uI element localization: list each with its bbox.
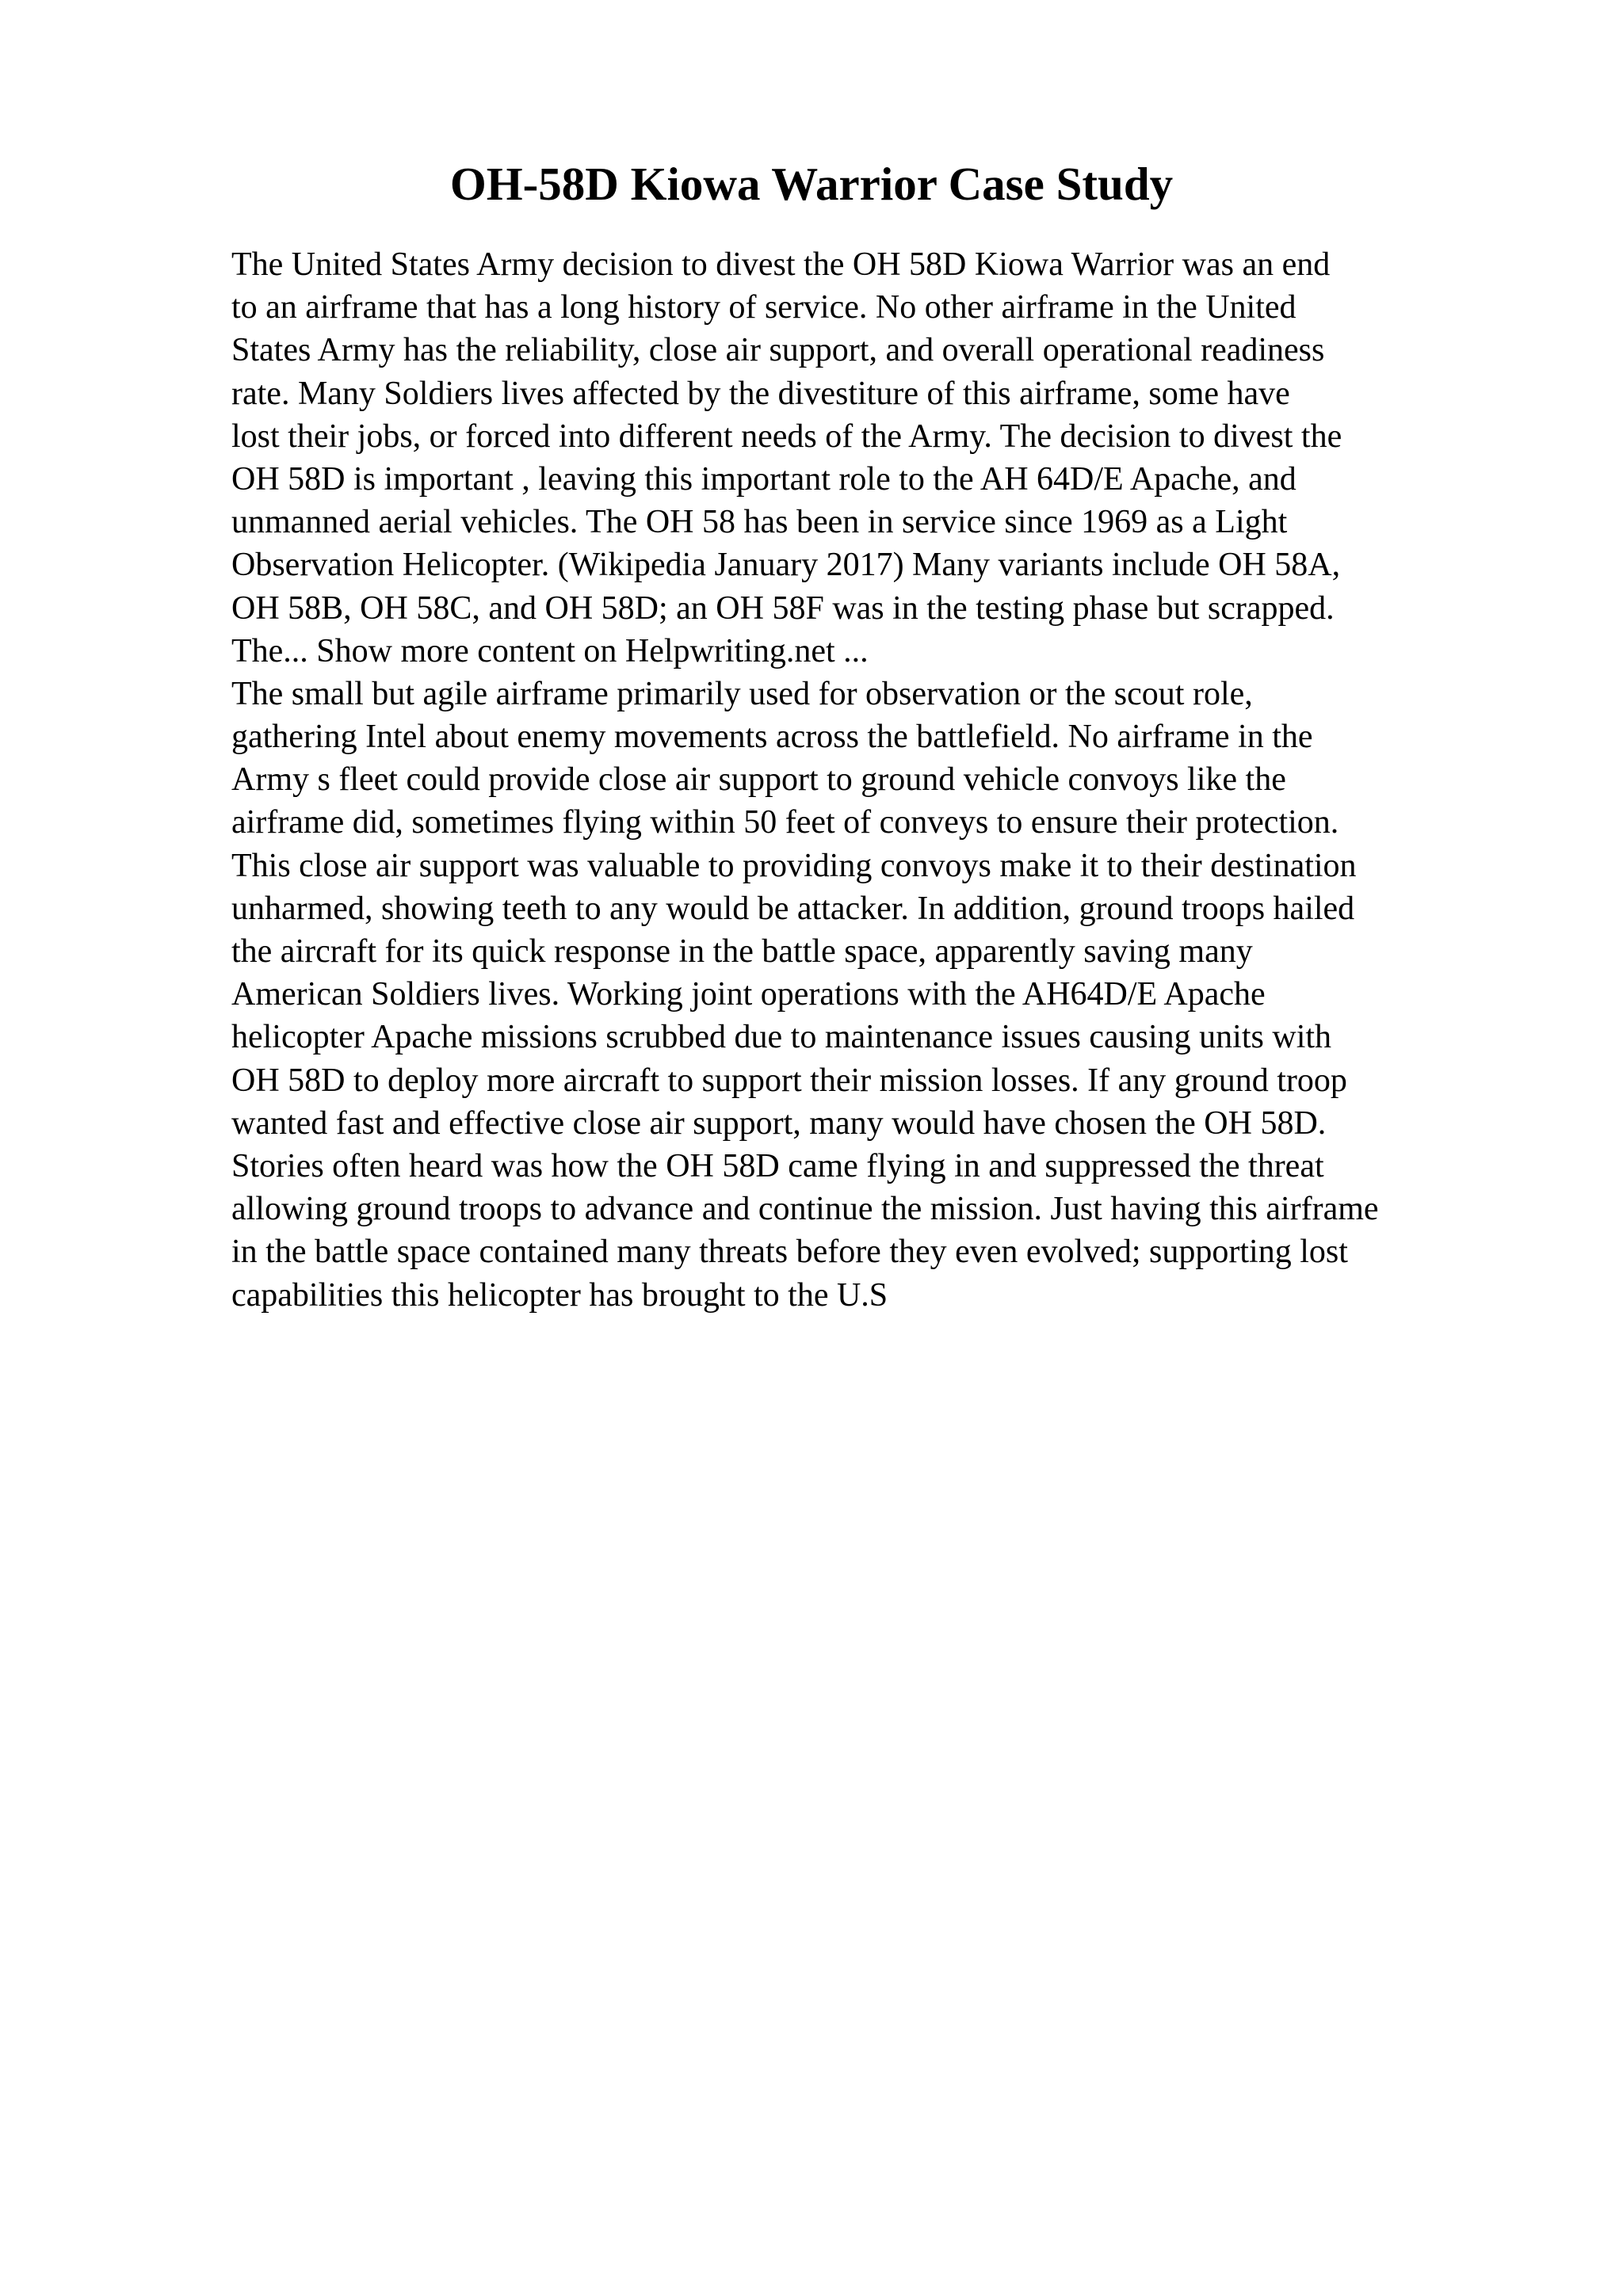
body-line: unharmed, showing teeth to any would be attacker. In addition, ground troops hailed: [231, 890, 1355, 927]
body-line-show-more: The... Show more content on Helpwriting.net ...: [231, 632, 869, 669]
body-line: OH 58D is important , leaving this important role to the AH 64D/E Apache, and: [231, 460, 1296, 498]
body-line: Observation Helicopter. (Wikipedia January 2017) Many variants include OH 58A,: [231, 547, 1341, 584]
body-line: gathering Intel about enemy movements across the battlefield. No airframe in the: [231, 719, 1313, 756]
body-line: States Army has the reliability, close air support, and overall operational readiness: [231, 332, 1325, 369]
body-line: rate. Many Soldiers lives affected by the divestiture of this airframe, some have: [231, 375, 1290, 412]
body-line: helicopter Apache missions scrubbed due to maintenance issues causing units with: [231, 1019, 1332, 1056]
body-line: to an airframe that has a long history of service. No other airframe in the United: [231, 289, 1296, 326]
body-line: OH 58D to deploy more aircraft to support their mission losses. If any ground troop: [231, 1062, 1347, 1099]
body-line: in the battle space contained many threats before they even evolved; supporting lost: [231, 1234, 1348, 1271]
body-line: capabilities this helicopter has brought to the U.S: [231, 1276, 888, 1314]
body-line: Army s fleet could provide close air support to ground vehicle convoys like the: [231, 761, 1286, 799]
body-line: American Soldiers lives. Working joint operations with the AH64D/E Apache: [231, 976, 1266, 1013]
document-title: OH-58D Kiowa Warrior Case Study: [449, 158, 1174, 210]
body-line: the aircraft for its quick response in the battle space, apparently saving many: [231, 933, 1253, 970]
body-line: allowing ground troops to advance and continue the mission. Just having this airframe: [231, 1191, 1379, 1228]
body-line: unmanned aerial vehicles. The OH 58 has been in service since 1969 as a Light: [231, 504, 1288, 541]
body-line: OH 58B, OH 58C, and OH 58D; an OH 58F was in the testing phase but scrapped.: [231, 589, 1335, 627]
body-line: This close air support was valuable to providing convoys make it to their destination: [231, 847, 1357, 884]
body-line: The United States Army decision to divest the OH 58D Kiowa Warrior was an end: [231, 246, 1331, 283]
body-line: lost their jobs, or forced into different needs of the Army. The decision to divest the: [231, 418, 1342, 455]
body-line: Stories often heard was how the OH 58D came flying in and suppressed the threat: [231, 1147, 1324, 1184]
body-line: The small but agile airframe primarily used for observation or the scout role,: [231, 675, 1253, 712]
body-line: airframe did, sometimes flying within 50 feet of conveys to ensure their protection.: [231, 804, 1339, 841]
body-line: wanted fast and effective close air support, many would have chosen the OH 58D.: [231, 1104, 1327, 1142]
document-body: [231, 243, 1531, 1317]
